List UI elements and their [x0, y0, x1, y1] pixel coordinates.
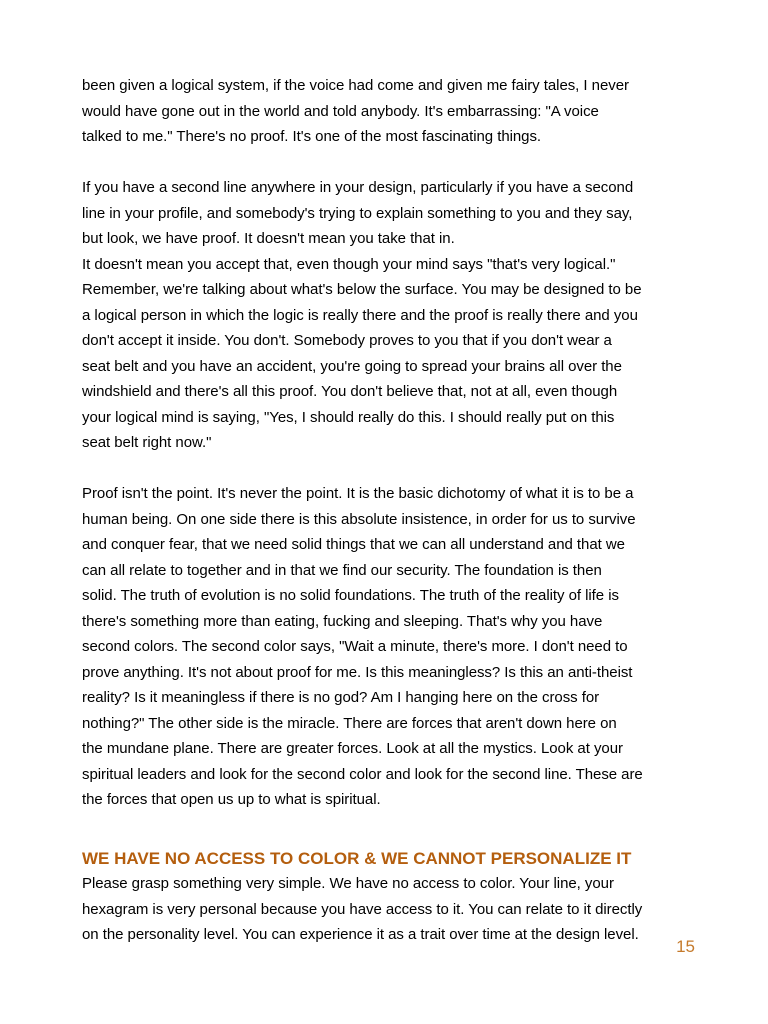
- document-page: [82, 73, 712, 948]
- text-line: line in your profile, and somebody's trying to explain something to you and they say,: [82, 204, 633, 222]
- text-line: your logical mind is saying, "Yes, I should really do this. I should really put on this: [82, 408, 615, 426]
- paragraph-4: [82, 871, 712, 948]
- text-line: windshield and there's all this proof. You don't believe that, not at all, even though: [82, 383, 618, 400]
- text-line: seat belt and you have an accident, you're going to spread your brains all over the: [82, 357, 622, 375]
- page-number: 15: [676, 937, 695, 956]
- text-line: been given a logical system, if the voice had come and given me fairy tales, I never: [82, 77, 629, 94]
- text-line: Remember, we're talking about what's below the surface. You may be designed to be: [82, 281, 642, 298]
- text-line: reality? Is it meaningless if there is no god? Am I hanging here on the cross for: [82, 689, 600, 706]
- text-line: there's something more than eating, fucking and sleeping. That's why you have: [82, 612, 603, 630]
- paragraph-spacer: [82, 456, 712, 482]
- text-line: and conquer fear, that we need solid things that we can all understand and that we: [82, 536, 625, 553]
- text-line: spiritual leaders and look for the second color and look for the second line. These are: [82, 765, 643, 783]
- text-line: don't accept it inside. You don't. Somebody proves to you that if you don't wear a: [82, 332, 612, 349]
- text-line: the forces that open us up to what is spiritual.: [82, 791, 381, 808]
- text-line: but look, we have proof. It doesn't mean you take that in.: [82, 230, 455, 247]
- text-line: talked to me." There's no proof. It's one of the most fascinating things.: [82, 128, 542, 145]
- text-line: a logical person in which the logic is really there and the proof is really there and you: [82, 306, 638, 324]
- section-heading: WE HAVE NO ACCESS TO COLOR & WE CANNOT PERSONALIZE IT: [82, 849, 632, 868]
- text-line: It doesn't mean you accept that, even though your mind says "that's very logical.": [82, 255, 616, 273]
- text-line: would have gone out in the world and told anybody. It's embarrassing: "A voice: [82, 102, 599, 120]
- text-line: nothing?" The other side is the miracle. There are forces that aren't down here on: [82, 714, 617, 732]
- text-line: human being. On one side there is this absolute insistence, in order for us to survive: [82, 510, 636, 528]
- text-line: seat belt right now.": [82, 434, 212, 451]
- text-line: solid. The truth of evolution is no solid foundations. The truth of the reality of life is: [82, 587, 619, 604]
- text-line: the mundane plane. There are greater forces. Look at all the mystics. Look at your: [82, 740, 623, 757]
- text-line: prove anything. It's not about proof for me. Is this meaningless? Is this an anti-theist: [82, 663, 633, 681]
- text-line: on the personality level. You can experience it as a trait over time at the design level.: [82, 926, 639, 943]
- text-line: If you have a second line anywhere in your design, particularly if you have a second: [82, 179, 634, 196]
- text-line: second colors. The second color says, "Wait a minute, there's more. I don't need to: [82, 638, 628, 655]
- text-line: hexagram is very personal because you have access to it. You can relate to it directly: [82, 900, 643, 918]
- text-line: can all relate to together and in that we find our security. The foundation is then: [82, 561, 602, 579]
- paragraph-spacer: [82, 150, 712, 176]
- paragraph-2: [82, 175, 712, 456]
- paragraph-1: [82, 73, 712, 150]
- paragraph-spacer: [82, 813, 712, 839]
- text-line: Proof isn't the point. It's never the point. It is the basic dichotomy of what it is to be a: [82, 485, 634, 502]
- text-line: Please grasp something very simple. We have no access to color. Your line, your: [82, 875, 614, 892]
- paragraph-3: [82, 481, 712, 813]
